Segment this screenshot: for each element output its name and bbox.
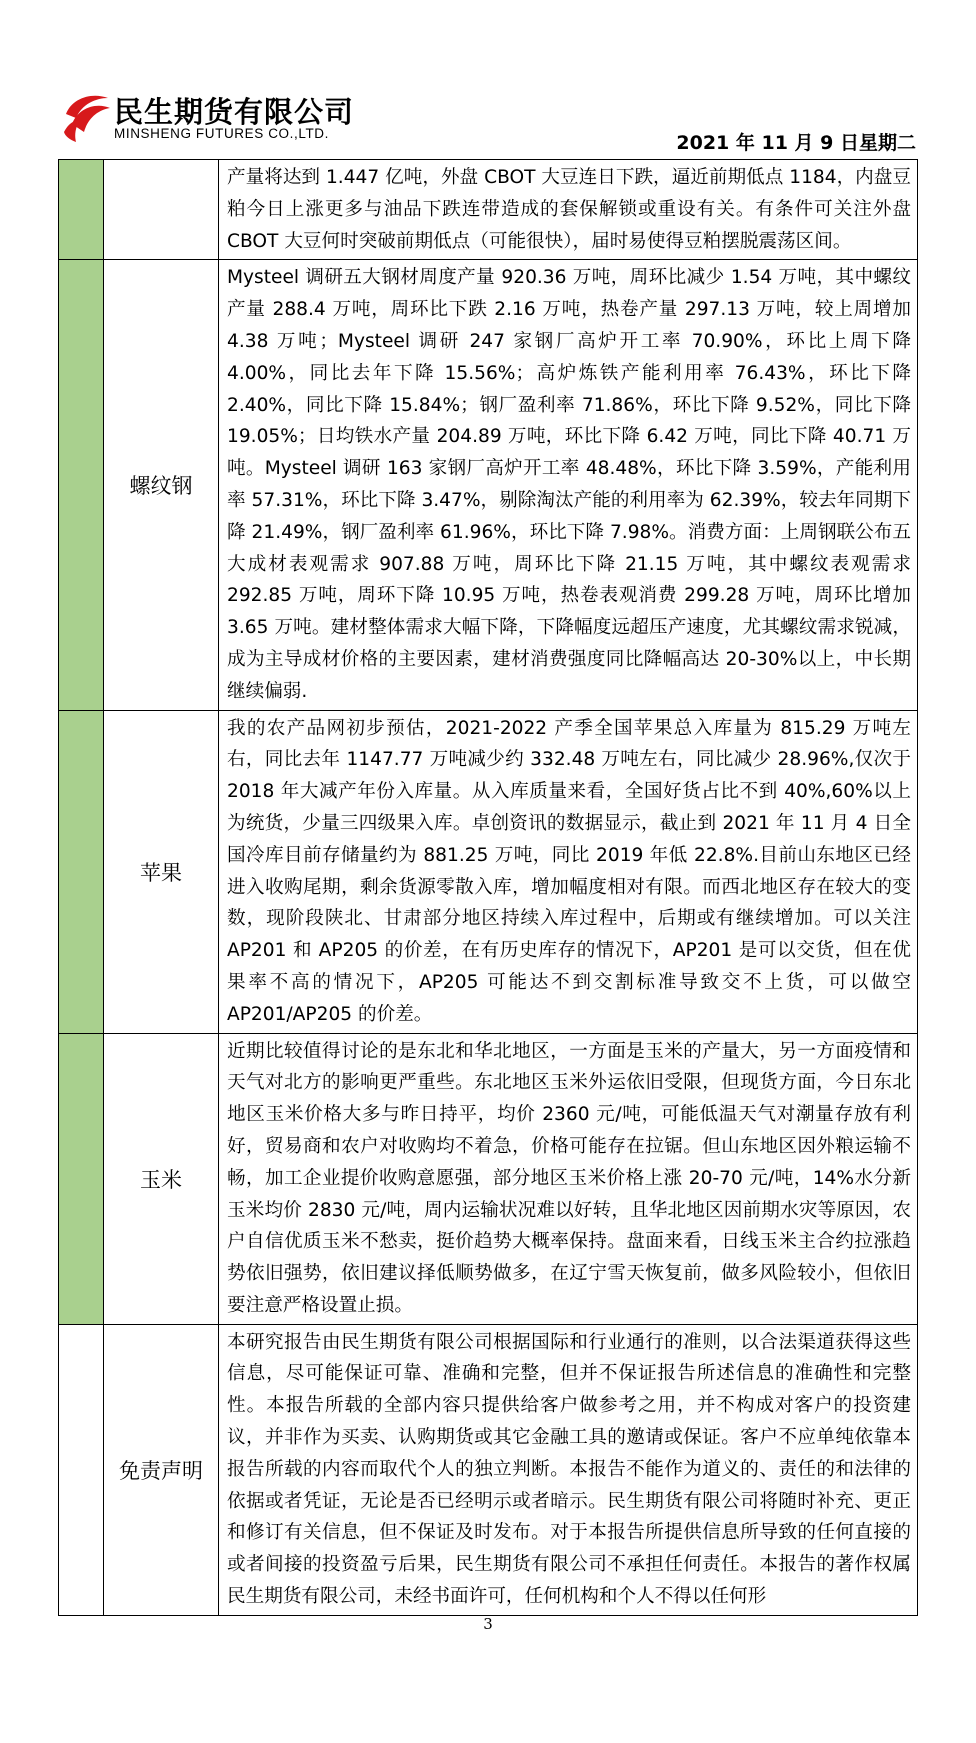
- company-name-cn: 民生期货有限公司: [114, 95, 355, 129]
- page-header: [0, 0, 976, 160]
- category-band-cell: [59, 160, 104, 260]
- commentary-cell: 产量将达到 1.447 亿吨，外盘 CBOT 大豆连日下跌，逼近前期低点 1184，内盘豆粕今日上涨更多与油品下跌连带造成的套保解锁或重设有关。有条件可关注外盘 CBOT 大豆何时突破前期低点（可能很快），届时易使得豆粕摆脱震荡区间。: [219, 160, 918, 260]
- page-number: 3: [483, 1615, 493, 1633]
- disclaimer-title-cell: 免责声明: [104, 1324, 219, 1615]
- commodity-name-cell: 玉米: [104, 1033, 219, 1324]
- logo-mark-icon: [62, 88, 112, 144]
- commentary-cell: 我的农产品网初步预估，2021-2022 产季全国苹果总入库量为 815.29 万吨左右，同比去年 1147.77 万吨减少约 332.48 万吨左右，同比减少 28.96%,仅次于 2018 年大减产年份入库量。从入库质量来看，全国好货占比不到 40%,60%以上为统货，少量三四级果入库。卓创资讯的数据显示，截止到 2021 年 11 月 4 日全国冷库目前存储量约为 881.25 万吨，同比 2019 年低 22.8%.目前山东地区已经进入收购尾期，剩余货源零散入库，增加幅度相对有限。而西北地区存在较大的变数，现阶段陕北、甘肃部分地区持续入库过程中，后期或有继续增加。可以关注 AP201 和 AP205 的价差，在有历史库存的情况下，AP201 是可以交货，但在优果率不高的情况下，AP205 可能达不到交割标准导致交不上货，可以做空 AP201/AP205 的价差。: [219, 710, 918, 1033]
- commodity-name-cell: 苹果: [104, 710, 219, 1033]
- table-row-soymeal-cont: [59, 160, 918, 260]
- commentary-cell: 近期比较值得讨论的是东北和华北地区，一方面是玉米的产量大，另一方面疫情和天气对北方的影响更严重些。东北地区玉米外运依旧受限，但现货方面，今日东北地区玉米价格大多与昨日持平，均价 2360 元/吨，可能低温天气对潮量存放有利好，贸易商和农户对收购均不着急，价格可能存在拉锯。但山东地区因外粮运输不畅，加工企业提价收购意愿强，部分地区玉米价格上涨 20-70 元/吨，14%水分新玉米均价 2830 元/吨，周内运输状况难以好转，且华北地区因前期水灾等原因，农户自信优质玉米不愁卖，挺价趋势大概率保持。盘面来看，日线玉米主合约拉涨趋势依旧强势，依旧建议择低顺势做多，在辽宁雪天恢复前，做多风险较小，但依旧要注意严格设置止损。: [219, 1033, 918, 1324]
- category-band-cell: [59, 710, 104, 1033]
- report-table: [58, 159, 918, 1616]
- blank-band-cell: [59, 1324, 104, 1615]
- company-name-en: MINSHENG FUTURES CO.,LTD.: [114, 126, 330, 141]
- table-row-rebar: [59, 260, 918, 710]
- table-row-apple: [59, 710, 918, 1033]
- disclaimer-text-cell: 本研究报告由民生期货有限公司根据国际和行业通行的准则，以合法渠道获得这些信息，尽可能保证可靠、准确和完整，但并不保证报告所述信息的准确性和完整性。本报告所载的全部内容只提供给客户做参考之用，并不构成对客户的投资建议，并非作为买卖、认购期货或其它金融工具的邀请或保证。客户不应单纯依靠本报告所载的内容而取代个人的独立判断。本报告不能作为道义的、责任的和法律的依据或者凭证，无论是否已经明示或者暗示。民生期货有限公司将随时补充、更正和修订有关信息，但不保证及时发布。对于本报告所提供信息所导致的任何直接的或者间接的投资盈亏后果，民生期货有限公司不承担任何责任。本报告的著作权属民生期货有限公司，未经书面许可，任何机构和个人不得以任何形: [219, 1324, 918, 1615]
- commodity-name-cell: [104, 160, 219, 260]
- commentary-cell: Mysteel 调研五大钢材周度产量 920.36 万吨，周环比减少 1.54 万吨，其中螺纹产量 288.4 万吨，周环比下跌 2.16 万吨，热卷产量 297.13 万吨，较上周增加 4.38 万吨；Mysteel 调研 247 家钢厂高炉开工率 70.90%，环比上周下降 4.00%，同比去年下降 15.56%；高炉炼铁产能利用率 76.43%，环比下降 2.40%，同比下降 15.84%；钢厂盈利率 71.86%，环比下降 9.52%，同比下降 19.05%；日均铁水产量 204.89 万吨，环比下降 6.42 万吨，同比下降 40.71 万吨。Mysteel 调研 163 家钢厂高炉开工率 48.48%，环比下降 3.59%，产能利用率 57.31%，环比下降 3.47%，剔除淘汰产能的利用率为 62.39%，较去年同期下降 21.49%，钢厂盈利率 61.96%，环比下降 7.98%。消费方面：上周钢联公布五大成材表观需求 907.88 万吨，周环比下降 21.15 万吨，其中螺纹表观需求 292.85 万吨，周环下降 10.95 万吨，热卷表观消费 299.28 万吨，周环比增加 3.65 万吨。建材整体需求大幅下降，下降幅度远超压产速度，尤其螺纹需求锐减，成为主导成材价格的主要因素，建材消费强度同比降幅高达 20-30%以上，中长期继续偏弱.: [219, 260, 918, 710]
- category-band-cell: [59, 260, 104, 710]
- table-row-corn: [59, 1033, 918, 1324]
- category-band-cell: [59, 1033, 104, 1324]
- commodity-name-cell: 螺纹钢: [104, 260, 219, 710]
- table-row-disclaimer: [59, 1324, 918, 1615]
- report-date: 2021 年 11 月 9 日星期二: [676, 132, 916, 154]
- company-logo: [62, 88, 362, 154]
